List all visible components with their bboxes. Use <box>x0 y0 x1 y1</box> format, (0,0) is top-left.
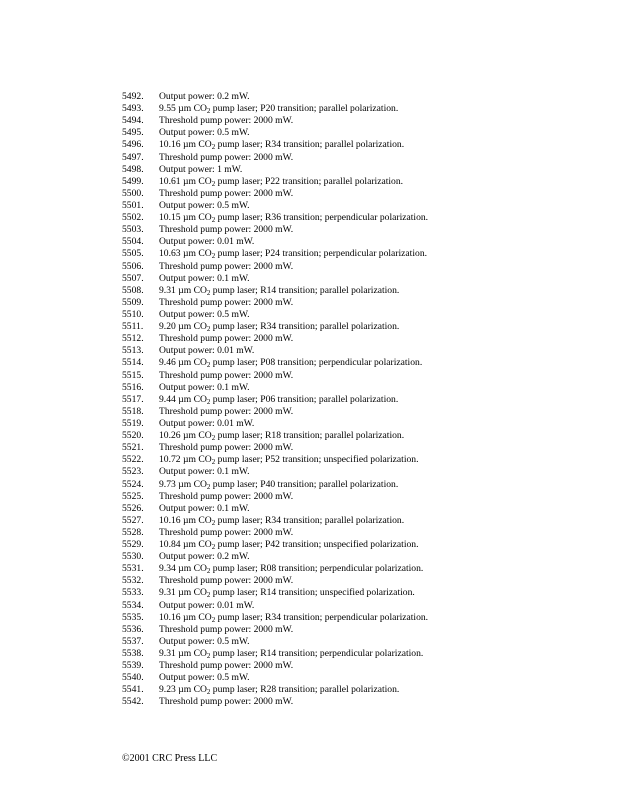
note-line <box>122 600 602 612</box>
note-number: 5529. <box>122 539 144 551</box>
note-line <box>122 212 602 224</box>
note-text: 9.44 µm $CO_2$ pump laser; P06 transition; parallel polarization. <box>159 393 399 406</box>
note-number: 5517. <box>122 393 144 405</box>
note-number: 5526. <box>122 502 144 514</box>
note-text: Output power: 0.1 mW. <box>159 381 250 393</box>
note-number: 5542. <box>122 696 144 708</box>
note-text: 10.15 µm $CO_2$ pump laser; R36 transition; perpendicular polarization. <box>159 212 429 225</box>
note-text: Threshold pump power: 2000 mW. <box>159 333 294 345</box>
note-line <box>122 430 602 442</box>
note-line <box>122 479 602 491</box>
note-text: Output power: 0.1 mW. <box>159 466 250 478</box>
note-line <box>122 648 602 660</box>
note-text: Threshold pump power: 2000 mW. <box>159 151 294 163</box>
note-line <box>122 672 602 684</box>
note-text: Threshold pump power: 2000 mW. <box>159 526 294 538</box>
note-text: Threshold pump power: 2000 mW. <box>159 369 294 381</box>
note-text: 9.23 µm $CO_2$ pump laser; R28 transition; parallel polarization. <box>159 684 400 697</box>
note-number: 5540. <box>122 672 144 684</box>
note-text: Threshold pump power: 2000 mW. <box>159 490 294 502</box>
note-text: Threshold pump power: 2000 mW. <box>159 187 294 199</box>
note-line <box>122 127 602 139</box>
note-text: 10.16 µm $CO_2$ pump laser; R34 transition; parallel polarization. <box>159 514 405 527</box>
note-number: 5524. <box>122 478 144 490</box>
note-number: 5506. <box>122 260 144 272</box>
note-line <box>122 660 602 672</box>
note-number: 5541. <box>122 684 144 696</box>
note-text: 9.46 µm $CO_2$ pump laser; P08 transition; perpendicular polarization. <box>159 357 423 370</box>
note-line <box>122 188 602 200</box>
note-line <box>122 587 602 599</box>
note-text: Output power: 0.2 mW. <box>159 551 250 563</box>
note-text: Output power: 0.5 mW. <box>159 672 250 684</box>
note-text: Output power: 0.2 mW. <box>159 91 250 102</box>
note-line <box>122 539 602 551</box>
note-text: 10.72 µm $CO_2$ pump laser; P52 transition; unspecified polarization. <box>159 454 419 467</box>
note-number: 5504. <box>122 236 144 248</box>
note-number: 5530. <box>122 551 144 563</box>
note-line <box>122 624 602 636</box>
note-text: Output power: 0.5 mW. <box>159 635 250 647</box>
note-text: Output power: 1 mW. <box>159 163 243 175</box>
note-number: 5522. <box>122 454 144 466</box>
note-text: 10.84 µm $CO_2$ pump laser; P42 transition; unspecified polarization. <box>159 539 419 552</box>
note-line <box>122 418 602 430</box>
note-number: 5528. <box>122 526 144 538</box>
note-number: 5510. <box>122 308 144 320</box>
note-text: 9.31 µm $CO_2$ pump laser; R14 transition; perpendicular polarization. <box>159 648 424 661</box>
note-number: 5520. <box>122 430 144 442</box>
note-text: Threshold pump power: 2000 mW. <box>159 442 294 454</box>
note-text: Output power: 0.01 mW. <box>159 236 255 248</box>
note-line <box>122 115 602 127</box>
note-text: Threshold pump power: 2000 mW. <box>159 224 294 236</box>
note-number: 5535. <box>122 611 144 623</box>
note-number: 5521. <box>122 442 144 454</box>
note-line <box>122 91 602 103</box>
note-text: 9.34 µm $CO_2$ pump laser; R08 transition; perpendicular polarization. <box>159 563 424 576</box>
note-number: 5500. <box>122 187 144 199</box>
note-text: 9.31 µm $CO_2$ pump laser; R14 transition; parallel polarization. <box>159 284 400 297</box>
note-line <box>122 442 602 454</box>
note-number: 5495. <box>122 127 144 139</box>
note-text: 9.20 µm $CO_2$ pump laser; R34 transition; parallel polarization. <box>159 321 400 334</box>
note-line <box>122 406 602 418</box>
note-line <box>122 636 602 648</box>
note-line <box>122 696 602 708</box>
note-text: Threshold pump power: 2000 mW. <box>159 260 294 272</box>
note-text: 9.31 µm $CO_2$ pump laser; R14 transition; unspecified polarization. <box>159 587 415 600</box>
note-line <box>122 684 602 696</box>
note-number: 5503. <box>122 224 144 236</box>
note-number: 5512. <box>122 333 144 345</box>
note-number: 5531. <box>122 563 144 575</box>
note-number: 5509. <box>122 296 144 308</box>
note-number: 5518. <box>122 405 144 417</box>
notes-list <box>122 91 602 709</box>
note-line <box>122 357 602 369</box>
note-number: 5525. <box>122 490 144 502</box>
note-number: 5515. <box>122 369 144 381</box>
note-line <box>122 103 602 115</box>
note-line <box>122 563 602 575</box>
note-number: 5494. <box>122 115 144 127</box>
note-text: Output power: 0.01 mW. <box>159 345 255 357</box>
note-number: 5537. <box>122 635 144 647</box>
note-number: 5508. <box>122 284 144 296</box>
note-line <box>122 575 602 587</box>
note-text: Output power: 0.5 mW. <box>159 127 250 139</box>
note-number: 5519. <box>122 417 144 429</box>
copyright-footer: ©2001 CRC Press LLC <box>122 753 218 764</box>
note-number: 5532. <box>122 575 144 587</box>
note-number: 5538. <box>122 648 144 660</box>
note-text: 10.16 µm $CO_2$ pump laser; R34 transition; parallel polarization. <box>159 139 405 152</box>
note-text: 9.55 µm $CO_2$ pump laser; P20 transition; parallel polarization. <box>159 103 399 116</box>
note-line <box>122 248 602 260</box>
note-line <box>122 382 602 394</box>
note-number: 5527. <box>122 514 144 526</box>
note-number: 5505. <box>122 248 144 260</box>
note-line <box>122 285 602 297</box>
note-line <box>122 309 602 321</box>
note-text: Output power: 0.1 mW. <box>159 272 250 284</box>
note-number: 5496. <box>122 139 144 151</box>
note-text: Threshold pump power: 2000 mW. <box>159 296 294 308</box>
note-number: 5539. <box>122 660 144 672</box>
note-line <box>122 612 602 624</box>
note-number: 5511. <box>122 321 144 333</box>
note-text: 10.63 µm $CO_2$ pump laser; P24 transition; perpendicular polarization. <box>159 248 428 261</box>
note-number: 5514. <box>122 357 144 369</box>
note-line <box>122 551 602 563</box>
note-number: 5534. <box>122 599 144 611</box>
note-number: 5498. <box>122 163 144 175</box>
note-number: 5499. <box>122 175 144 187</box>
note-number: 5533. <box>122 587 144 599</box>
note-text: Threshold pump power: 2000 mW. <box>159 696 294 708</box>
note-text: Output power: 0.1 mW. <box>159 502 250 514</box>
note-text: 10.61 µm $CO_2$ pump laser; P22 transition; parallel polarization. <box>159 175 404 188</box>
note-text: Threshold pump power: 2000 mW. <box>159 623 294 635</box>
note-text: 9.73 µm $CO_2$ pump laser; P40 transition; parallel polarization. <box>159 478 399 491</box>
note-line <box>122 176 602 188</box>
note-line <box>122 345 602 357</box>
note-text: Output power: 0.01 mW. <box>159 599 255 611</box>
note-text: Output power: 0.01 mW. <box>159 417 255 429</box>
note-text: 10.16 µm $CO_2$ pump laser; R34 transition; perpendicular polarization. <box>159 611 429 624</box>
note-line <box>122 321 602 333</box>
note-number: 5513. <box>122 345 144 357</box>
note-number: 5492. <box>122 91 144 102</box>
note-line <box>122 164 602 176</box>
note-text: 10.26 µm $CO_2$ pump laser; R18 transition; parallel polarization. <box>159 430 405 443</box>
note-line <box>122 527 602 539</box>
note-number: 5536. <box>122 623 144 635</box>
note-line <box>122 152 602 164</box>
note-number: 5502. <box>122 212 144 224</box>
note-line <box>122 224 602 236</box>
note-line <box>122 491 602 503</box>
note-number: 5516. <box>122 381 144 393</box>
note-text: Threshold pump power: 2000 mW. <box>159 115 294 127</box>
note-line <box>122 503 602 515</box>
note-text: Output power: 0.5 mW. <box>159 199 250 211</box>
note-number: 5497. <box>122 151 144 163</box>
note-line <box>122 370 602 382</box>
note-line <box>122 515 602 527</box>
note-line <box>122 297 602 309</box>
note-text: Threshold pump power: 2000 mW. <box>159 660 294 672</box>
note-line <box>122 454 602 466</box>
note-text: Output power: 0.5 mW. <box>159 308 250 320</box>
note-text: Threshold pump power: 2000 mW. <box>159 575 294 587</box>
note-line <box>122 236 602 248</box>
note-number: 5507. <box>122 272 144 284</box>
note-line <box>122 394 602 406</box>
note-line <box>122 273 602 285</box>
note-line <box>122 139 602 151</box>
note-number: 5523. <box>122 466 144 478</box>
note-line <box>122 200 602 212</box>
note-line <box>122 466 602 478</box>
note-text: Threshold pump power: 2000 mW. <box>159 405 294 417</box>
note-line <box>122 333 602 345</box>
note-number: 5493. <box>122 103 144 115</box>
note-line <box>122 261 602 273</box>
note-number: 5501. <box>122 199 144 211</box>
